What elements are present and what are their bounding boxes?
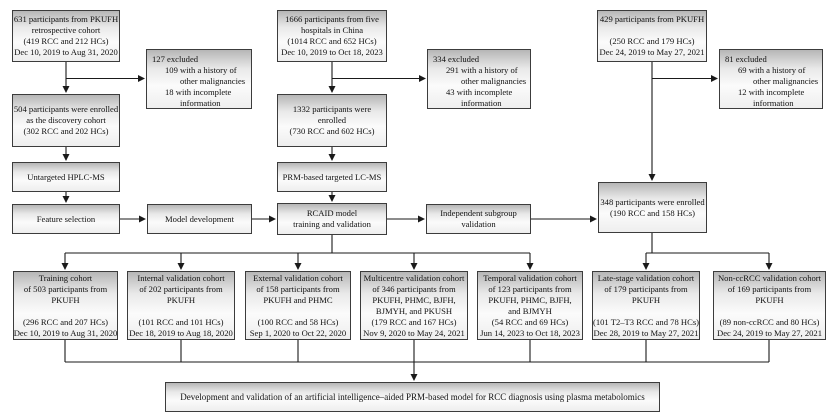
text-line: 504 participants were enrolled bbox=[13, 104, 119, 114]
text-line: PKUFH bbox=[51, 294, 80, 305]
box-internal-validation-cohort bbox=[127, 271, 235, 340]
text-line: 631 participants from PKUFH bbox=[13, 14, 119, 24]
text-line: of 169 participants from bbox=[727, 283, 812, 294]
text-line: retrospective cohort bbox=[31, 25, 101, 35]
text-line: 127 excluded bbox=[152, 54, 199, 64]
text-line: (730 RCC and 602 HCs) bbox=[289, 126, 375, 136]
text-line: information bbox=[180, 98, 221, 108]
text-line: 291 with a history of bbox=[446, 65, 518, 75]
text-line: (296 RCC and 207 HCs) bbox=[23, 316, 108, 327]
box-pkufh-429 bbox=[597, 10, 707, 62]
text-line: (179 RCC and 167 HCs) bbox=[371, 316, 457, 327]
text-line: External validation cohort bbox=[253, 272, 343, 283]
box-feature-selection bbox=[12, 204, 120, 234]
text-line: (419 RCC and 212 HCs) bbox=[23, 36, 109, 46]
text-line: Late-stage validation cohort bbox=[597, 272, 695, 283]
text-line: and BJMYH bbox=[508, 305, 552, 316]
text-line: other malignancies bbox=[461, 76, 527, 86]
box-temporal-validation-cohort bbox=[477, 271, 583, 340]
box-rcaid-model bbox=[277, 203, 387, 235]
text-line: PKUFH bbox=[755, 294, 784, 305]
text-line: PKUFH, PHMC, BJFH, bbox=[372, 294, 456, 305]
box-excluded-81 bbox=[719, 49, 823, 109]
text-line: information bbox=[753, 98, 794, 108]
text-line: Dec 10, 2019 to Aug 31, 2020 bbox=[14, 47, 118, 57]
text-line: PKUFH bbox=[166, 294, 196, 305]
text-line: PKUFH, PHMC, BJFH, bbox=[488, 294, 572, 305]
text-line: (101 RCC and 101 HCs) bbox=[138, 316, 224, 327]
text-line: (250 RCC and 179 HCs) bbox=[609, 36, 695, 46]
text-line: Dec 18, 2019 to Aug 18, 2020 bbox=[129, 327, 233, 338]
text-line: Sep 1, 2020 to Oct 22, 2020 bbox=[249, 327, 347, 338]
text-line: Temporal validation cohort bbox=[483, 272, 577, 283]
box-conclusion bbox=[165, 382, 660, 412]
text-line: 109 with a history of bbox=[165, 65, 237, 75]
text-line: (302 RCC and 202 HCs) bbox=[23, 126, 109, 136]
text-line: Multicentre validation cohort bbox=[363, 272, 465, 283]
text-line: PKUFH and PHMC bbox=[263, 294, 333, 305]
text-line: other malignancies bbox=[180, 76, 246, 86]
text-line: validation bbox=[461, 219, 496, 229]
text-line: (1014 RCC and 652 HCs) bbox=[287, 36, 377, 46]
text-line: of 202 participants from bbox=[139, 283, 223, 294]
box-late-stage-validation-cohort bbox=[592, 271, 700, 340]
text-line: Dec 24, 2019 to May 27, 2021 bbox=[716, 327, 823, 338]
text-line: 81 excluded bbox=[725, 54, 767, 64]
text-line: 12 with incomplete bbox=[738, 87, 805, 97]
text-line: information bbox=[461, 98, 502, 108]
box-excluded-127 bbox=[146, 49, 252, 109]
text-line: 348 participants were enrolled bbox=[600, 196, 705, 207]
text-line: Dec 28, 2019 to May 27, 2021 bbox=[593, 327, 699, 338]
text-line: Nov 9, 2020 to May 24, 2021 bbox=[363, 327, 465, 338]
box-non-ccrcc-validation-cohort bbox=[713, 271, 826, 340]
text-line: (54 RCC and 69 HCs) bbox=[491, 316, 569, 327]
box-external-validation-cohort bbox=[245, 271, 351, 340]
text-line: enrolled bbox=[317, 115, 347, 125]
text-line: Untargeted HPLC-MS bbox=[27, 171, 105, 182]
text-line: other malignancies bbox=[753, 76, 819, 86]
text-line: 334 excluded bbox=[433, 54, 480, 64]
text-line: RCAID model bbox=[306, 208, 358, 218]
text-line: Internal validation cohort bbox=[137, 272, 225, 283]
box-retrospective-cohort-631 bbox=[12, 10, 120, 62]
text-line: (190 RCC and 158 HCs) bbox=[610, 207, 695, 218]
box-independent-subgroup bbox=[426, 204, 531, 234]
text-line: 18 with incomplete bbox=[165, 87, 232, 97]
box-untargeted-hplc-ms bbox=[12, 162, 120, 192]
text-line: Jun 14, 2023 to Oct 18, 2023 bbox=[480, 327, 580, 338]
box-training-cohort bbox=[13, 271, 118, 340]
text-line: Dec 10, 2019 to Aug 31, 2020 bbox=[13, 327, 118, 338]
text-line: 1666 participants from five bbox=[285, 14, 379, 24]
box-model-development bbox=[147, 204, 252, 234]
text-line: Feature selection bbox=[36, 213, 96, 224]
text-line: Dec 10, 2019 to Oct 18, 2023 bbox=[281, 47, 383, 57]
box-discovery-504 bbox=[12, 94, 120, 147]
text-line: (100 RCC and 58 HCs) bbox=[257, 316, 339, 327]
text-line: of 123 participants from bbox=[488, 283, 572, 294]
text-line: (89 non-ccRCC and 80 HCs) bbox=[719, 316, 820, 327]
text-line: as the discovery cohort bbox=[26, 115, 106, 125]
text-line: of 346 participants from bbox=[372, 283, 456, 294]
box-excluded-334 bbox=[427, 49, 531, 109]
box-prm-targeted-lc-ms bbox=[277, 162, 387, 192]
text-line: training and validation bbox=[293, 219, 371, 229]
text-line: Independent subgroup bbox=[440, 208, 517, 218]
text-line: BJMYH, and PKUSH bbox=[375, 305, 453, 316]
text-line: hospitals in China bbox=[300, 25, 364, 35]
text-line: PRM-based targeted LC-MS bbox=[282, 171, 382, 182]
text-line: 43 with incomplete bbox=[446, 87, 513, 97]
box-multicentre-validation-cohort bbox=[360, 271, 468, 340]
text-line: of 179 participants from bbox=[604, 283, 688, 294]
text-line: (101 T2–T3 RCC and 78 HCs) bbox=[592, 316, 700, 327]
box-enrolled-348 bbox=[598, 182, 707, 233]
box-enrolled-1332 bbox=[277, 94, 387, 147]
text-line: PKUFH bbox=[631, 294, 661, 305]
box-five-hospitals-1666 bbox=[277, 10, 387, 62]
text-line: of 503 participants from bbox=[23, 283, 108, 294]
text-line: Non-ccRCC validation cohort bbox=[717, 272, 822, 283]
text-line: Training cohort bbox=[38, 272, 93, 283]
text-line: 1332 participants were bbox=[292, 104, 372, 114]
text-line: Model development bbox=[165, 213, 234, 224]
text-line: Dec 24, 2019 to May 27, 2021 bbox=[599, 47, 705, 57]
text-line: 429 participants from PKUFH bbox=[599, 14, 705, 24]
text-line: Development and validation of an artificial intelligence–aided PRM-based model for RCC diagnosis using plasma metabolomics bbox=[180, 391, 645, 402]
text-line: of 158 participants from bbox=[256, 283, 340, 294]
text-line: 69 with a history of bbox=[738, 65, 806, 75]
